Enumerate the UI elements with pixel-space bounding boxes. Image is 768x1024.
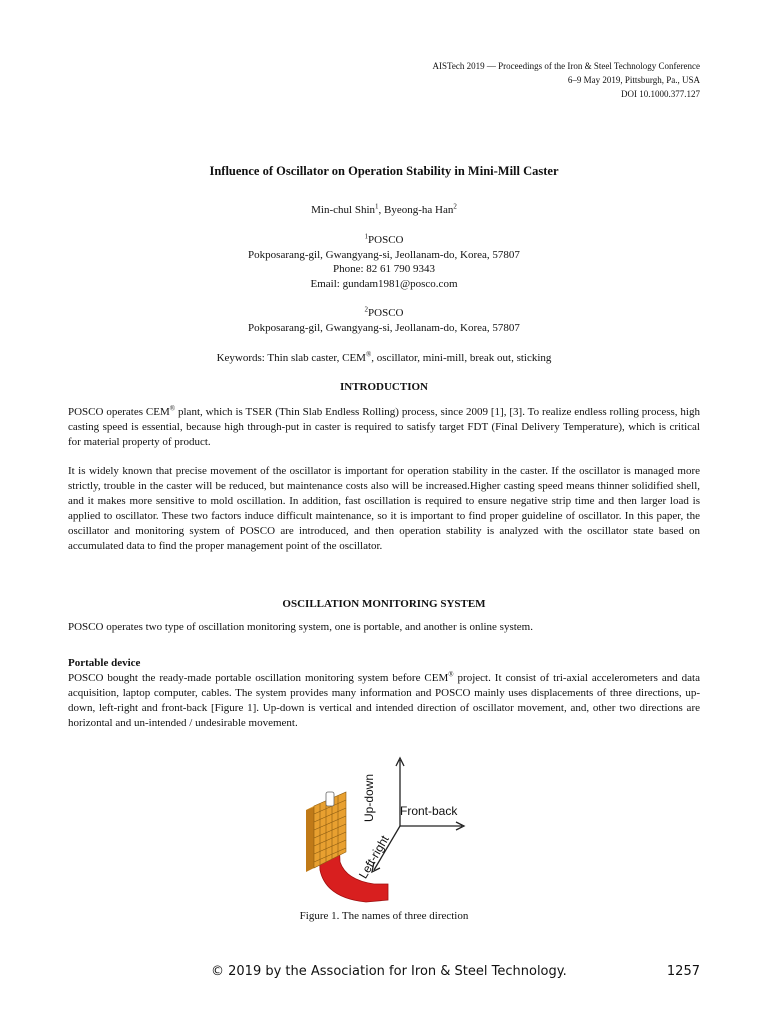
oscillation-heading: OSCILLATION MONITORING SYSTEM xyxy=(282,598,486,610)
keywords-prefix: Keywords: Thin slab caster, CEM xyxy=(216,352,366,364)
conference-date-location: 6–9 May 2019, Pittsburgh, Pa., USA xyxy=(567,75,700,85)
portable-device-subheading: Portable device xyxy=(68,657,141,669)
introduction-heading: INTRODUCTION xyxy=(339,381,428,393)
introduction-paragraph-1 xyxy=(68,405,700,450)
registered-mark: ® xyxy=(448,670,454,679)
paragraph-text: project. It consist of tri-axial accelerometers and data acquisition, laptop computer, cables. The system provides many information and POSCO mainly uses displacements of three directions, up-down, left-right and front-back [Figure 1]. Up-down is vertical and intended direction of oscillator movement, and, other two directions are horizontal and un-intended / undesirable movement. xyxy=(68,672,700,729)
paragraph-text: POSCO operates CEM xyxy=(68,406,170,418)
paragraph-text: POSCO bought the ready-made portable oscillation monitoring system before CEM xyxy=(68,672,449,684)
introduction-paragraph-2: It is widely known that precise movement of the oscillator is important for operation stability in the caster. If the oscillator is managed more strictly, trouble in the caster will be reduced, but maintenance costs also will be increased.Higher casting speed means thinner solidified shell, and it makes more sensitive to mold oscillation. In addition, fast oscillation is required to ensure negative strip time and then larger load is applied to oscillator. These two factors induce difficult maintenance, so it is important to find proper guideline of oscillator. In this paper, the oscillator and monitoring system of POSCO are introduced, and then operation stability is analyzed with the oscillator state based on accumulated data to find the proper management point of the oscillator. xyxy=(68,465,700,552)
author-1: Min-chul Shin xyxy=(311,204,376,216)
affiliation-1-phone: Phone: 82 61 790 9343 xyxy=(332,263,436,275)
page-number: 1257 xyxy=(666,964,700,979)
authors xyxy=(0,203,768,218)
affiliation-2 xyxy=(0,306,768,335)
affiliation-1-org: POSCO xyxy=(368,234,404,246)
conference-name: AISTech 2019 — Proceedings of the Iron & Steel Technology Conference xyxy=(432,61,700,71)
portable-device-paragraph xyxy=(68,671,700,731)
paper-title: Influence of Oscillator on Operation Stability in Mini-Mill Caster xyxy=(209,164,559,178)
author-2-affiliation-mark: 2 xyxy=(453,202,457,211)
affiliation-1-email: Email: gundam1981@posco.com xyxy=(310,277,458,290)
registered-mark: ® xyxy=(169,404,176,413)
doi: DOI 10.1000.377.127 xyxy=(621,89,700,99)
up-down-label: Up-down xyxy=(362,773,376,822)
copyright-footer: © 2019 by the Association for Iron & Steel Technology. xyxy=(211,964,567,979)
affiliation-1 xyxy=(0,233,768,291)
figure-1 xyxy=(296,752,472,906)
affiliation-2-mark: 2 xyxy=(364,305,369,314)
front-back-label: Front-back xyxy=(400,804,458,818)
mold-side xyxy=(306,806,314,872)
keywords xyxy=(0,351,768,366)
three-direction-diagram xyxy=(296,752,472,906)
affiliation-1-mark: 1 xyxy=(364,232,369,241)
affiliation-2-org: POSCO xyxy=(368,307,404,319)
conference-header xyxy=(432,59,700,101)
keywords-suffix: , oscillator, mini-mill, break out, sticking xyxy=(371,352,552,364)
author-2: Byeong-ha Han xyxy=(384,204,454,216)
oscillation-paragraph-1: POSCO operates two type of oscillation monitoring system, one is portable, and another is online system. xyxy=(68,621,533,633)
left-right-label: Left-right xyxy=(356,832,392,881)
paragraph-text: plant, which is TSER (Thin Slab Endless Rolling) process, since 2009 [1], [3]. To realize endless rolling process, high casting speed is essential, because high through-put in caster is required to satisfy target FDT (Final Delivery Temperature), which is critical for material property of product. xyxy=(68,406,700,448)
author-separator: , xyxy=(378,204,385,216)
author-1-affiliation-mark: 1 xyxy=(375,202,379,211)
registered-mark: ® xyxy=(365,350,372,359)
affiliation-1-address: Pokposarang-gil, Gwangyang-si, Jeollanam-do, Korea, 57807 xyxy=(248,248,520,261)
figure-1-caption: Figure 1. The names of three direction xyxy=(299,910,469,922)
accelerometer xyxy=(326,792,334,806)
affiliation-2-address: Pokposarang-gil, Gwangyang-si, Jeollanam-do, Korea, 57807 xyxy=(248,321,520,334)
